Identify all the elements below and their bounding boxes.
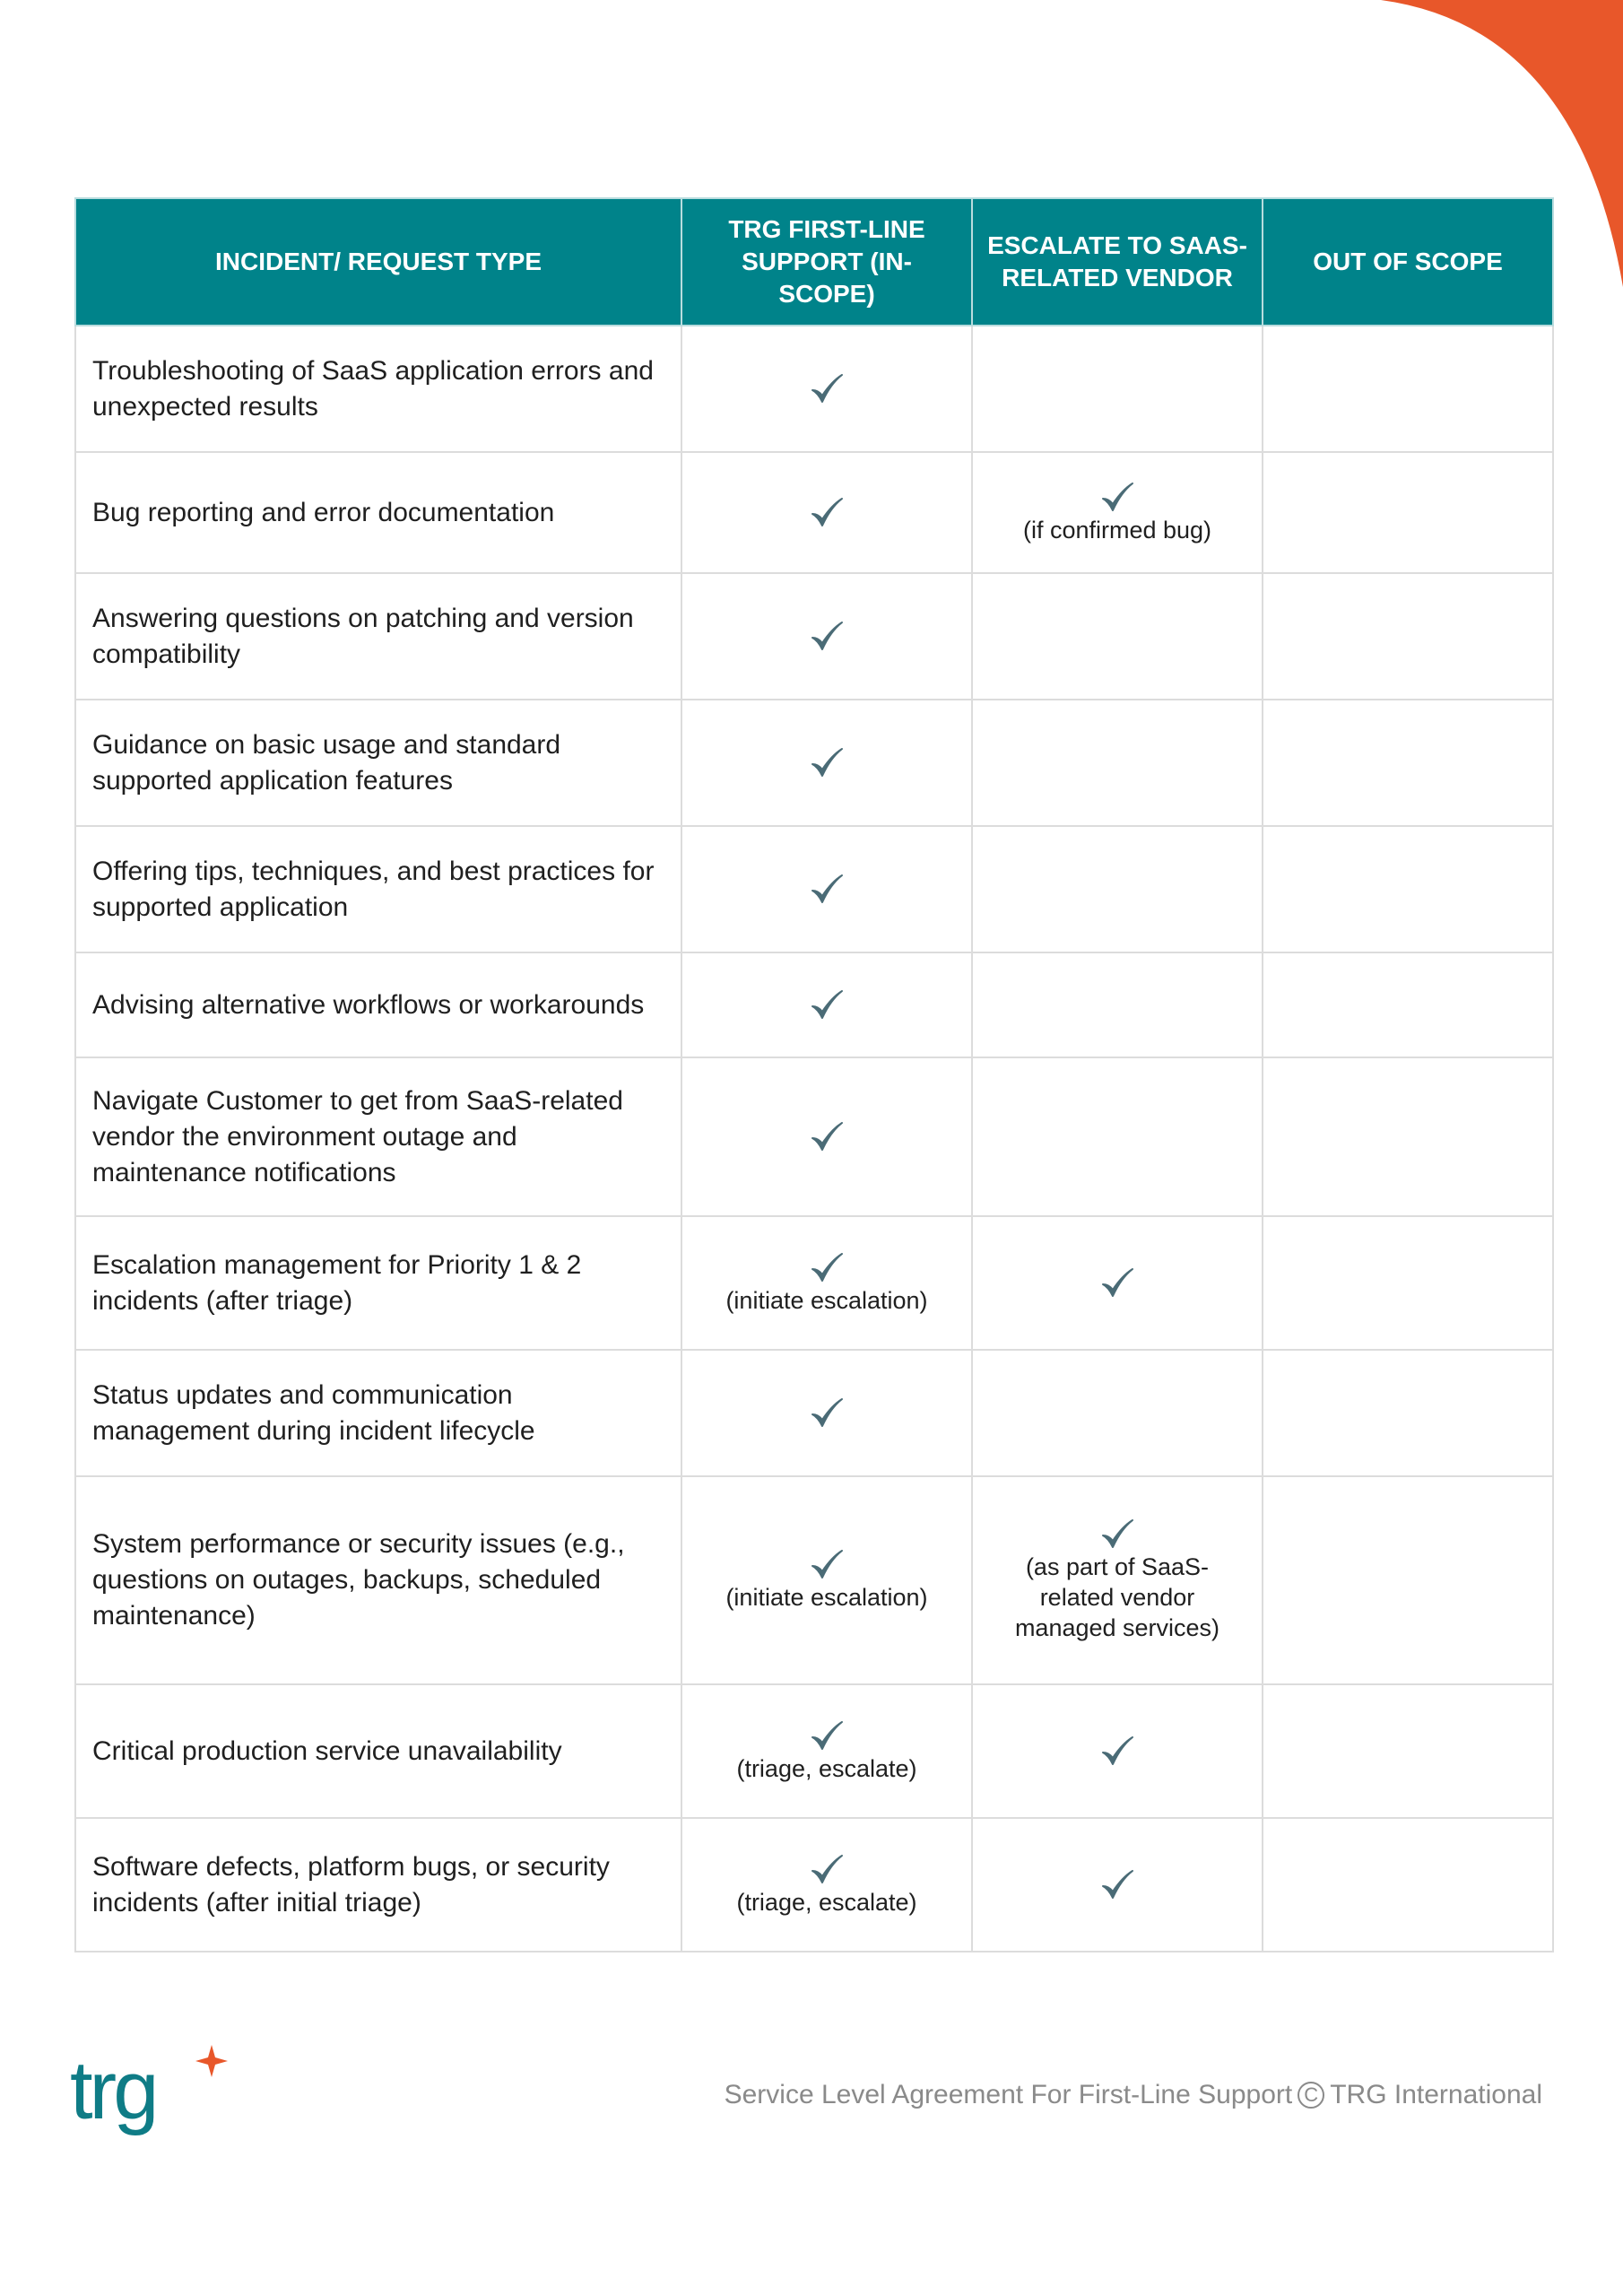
checkmark-icon bbox=[1099, 1868, 1135, 1902]
out-of-scope-cell bbox=[1263, 952, 1553, 1057]
table-row bbox=[75, 326, 1553, 452]
escalate-vendor-cell bbox=[972, 826, 1263, 952]
escalate-vendor-cell bbox=[972, 573, 1263, 700]
checkmark-icon bbox=[1099, 1735, 1135, 1769]
logo-text: trg bbox=[70, 2045, 156, 2136]
table-row bbox=[75, 1216, 1553, 1350]
checkmark-icon bbox=[809, 1548, 845, 1582]
escalate-vendor-cell bbox=[972, 1818, 1263, 1952]
cell-note: (triage, escalate) bbox=[736, 1754, 917, 1782]
checkmark-icon bbox=[1099, 481, 1135, 515]
checkmark-icon bbox=[809, 1251, 845, 1285]
checkmark-icon bbox=[809, 873, 845, 907]
incident-type-cell: Guidance on basic usage and standard supported application features bbox=[75, 700, 681, 826]
trg-logo bbox=[68, 2043, 230, 2160]
out-of-scope-cell bbox=[1263, 573, 1553, 700]
first-line-support-cell bbox=[681, 952, 972, 1057]
checkmark-icon bbox=[809, 746, 845, 780]
checkmark-icon bbox=[1099, 1518, 1135, 1552]
table-row bbox=[75, 952, 1553, 1057]
first-line-support-cell bbox=[681, 826, 972, 952]
cell-note: (initiate escalation) bbox=[725, 1584, 928, 1611]
escalate-vendor-cell bbox=[972, 1057, 1263, 1216]
checkmark-icon bbox=[809, 1719, 845, 1753]
table-row bbox=[75, 1476, 1553, 1684]
first-line-support-cell bbox=[681, 1818, 972, 1952]
checkmark-icon bbox=[809, 1120, 845, 1154]
escalate-vendor-cell bbox=[972, 452, 1263, 573]
first-line-support-cell bbox=[681, 700, 972, 826]
first-line-support-cell bbox=[681, 452, 972, 573]
incident-type-cell: System performance or security issues (e.g., questions on outages, backups, scheduled maintenance) bbox=[75, 1476, 681, 1684]
footer bbox=[725, 2080, 1542, 2110]
incident-type-cell: Offering tips, techniques, and best practices for supported application bbox=[75, 826, 681, 952]
escalate-vendor-cell bbox=[972, 326, 1263, 452]
table-row bbox=[75, 1684, 1553, 1818]
cell-note: (triage, escalate) bbox=[736, 1888, 917, 1916]
incident-type-cell: Critical production service unavailability bbox=[75, 1684, 681, 1818]
column-header-escalate-vendor: ESCALATE TO SAAS-RELATED VENDOR bbox=[972, 198, 1263, 326]
out-of-scope-cell bbox=[1263, 700, 1553, 826]
table-row bbox=[75, 1818, 1553, 1952]
checkmark-icon bbox=[809, 496, 845, 530]
cell-note: (if confirmed bug) bbox=[1022, 516, 1212, 544]
checkmark-icon bbox=[809, 1853, 845, 1887]
incident-type-cell: Answering questions on patching and version compatibility bbox=[75, 573, 681, 700]
first-line-support-cell bbox=[681, 1684, 972, 1818]
out-of-scope-cell bbox=[1263, 1350, 1553, 1476]
escalate-vendor-cell bbox=[972, 1476, 1263, 1684]
footer-document-title: Service Level Agreement For First-Line Support bbox=[724, 2080, 1293, 2109]
cell-note: (as part of SaaS-related vendor managed services) bbox=[1014, 1553, 1220, 1641]
out-of-scope-cell bbox=[1263, 826, 1553, 952]
table-row bbox=[75, 452, 1553, 573]
out-of-scope-cell bbox=[1263, 1476, 1553, 1684]
table-row bbox=[75, 826, 1553, 952]
out-of-scope-cell bbox=[1263, 1216, 1553, 1350]
sla-scope-table bbox=[74, 197, 1554, 1952]
out-of-scope-cell bbox=[1263, 452, 1553, 573]
incident-type-cell: Advising alternative workflows or workarounds bbox=[75, 952, 681, 1057]
incident-type-cell: Navigate Customer to get from SaaS-related vendor the environment outage and maintenance notifications bbox=[75, 1057, 681, 1216]
checkmark-icon bbox=[1099, 1266, 1135, 1300]
incident-type-cell: Bug reporting and error documentation bbox=[75, 452, 681, 573]
checkmark-icon bbox=[809, 988, 845, 1022]
incident-type-cell: Status updates and communication management during incident lifecycle bbox=[75, 1350, 681, 1476]
table-header-row bbox=[75, 198, 1553, 326]
first-line-support-cell bbox=[681, 1057, 972, 1216]
table-row bbox=[75, 1057, 1553, 1216]
first-line-support-cell bbox=[681, 1476, 972, 1684]
escalate-vendor-cell bbox=[972, 952, 1263, 1057]
incident-type-cell: Escalation management for Priority 1 & 2 incidents (after triage) bbox=[75, 1216, 681, 1350]
incident-type-cell: Software defects, platform bugs, or security incidents (after initial triage) bbox=[75, 1818, 681, 1952]
first-line-support-cell bbox=[681, 326, 972, 452]
out-of-scope-cell bbox=[1263, 1818, 1553, 1952]
column-header-out-of-scope: OUT OF SCOPE bbox=[1263, 198, 1553, 326]
escalate-vendor-cell bbox=[972, 1350, 1263, 1476]
column-header-first-line-support: TRG FIRST-LINE SUPPORT (IN-SCOPE) bbox=[681, 198, 972, 326]
table-row bbox=[75, 1350, 1553, 1476]
first-line-support-cell bbox=[681, 1216, 972, 1350]
out-of-scope-cell bbox=[1263, 326, 1553, 452]
escalate-vendor-cell bbox=[972, 700, 1263, 826]
out-of-scope-cell bbox=[1263, 1057, 1553, 1216]
column-header-incident-type: INCIDENT/ REQUEST TYPE bbox=[75, 198, 681, 326]
first-line-support-cell bbox=[681, 573, 972, 700]
logo-star-icon bbox=[195, 2045, 228, 2077]
table-row bbox=[75, 700, 1553, 826]
copyright-icon: C bbox=[1298, 2082, 1324, 2109]
escalate-vendor-cell bbox=[972, 1216, 1263, 1350]
checkmark-icon bbox=[809, 1396, 845, 1431]
footer-company-name: TRG International bbox=[1330, 2080, 1542, 2109]
out-of-scope-cell bbox=[1263, 1684, 1553, 1818]
cell-note: (initiate escalation) bbox=[725, 1286, 928, 1314]
incident-type-cell: Troubleshooting of SaaS application errors and unexpected results bbox=[75, 326, 681, 452]
escalate-vendor-cell bbox=[972, 1684, 1263, 1818]
first-line-support-cell bbox=[681, 1350, 972, 1476]
checkmark-icon bbox=[809, 620, 845, 654]
checkmark-icon bbox=[809, 372, 845, 406]
table-row bbox=[75, 573, 1553, 700]
